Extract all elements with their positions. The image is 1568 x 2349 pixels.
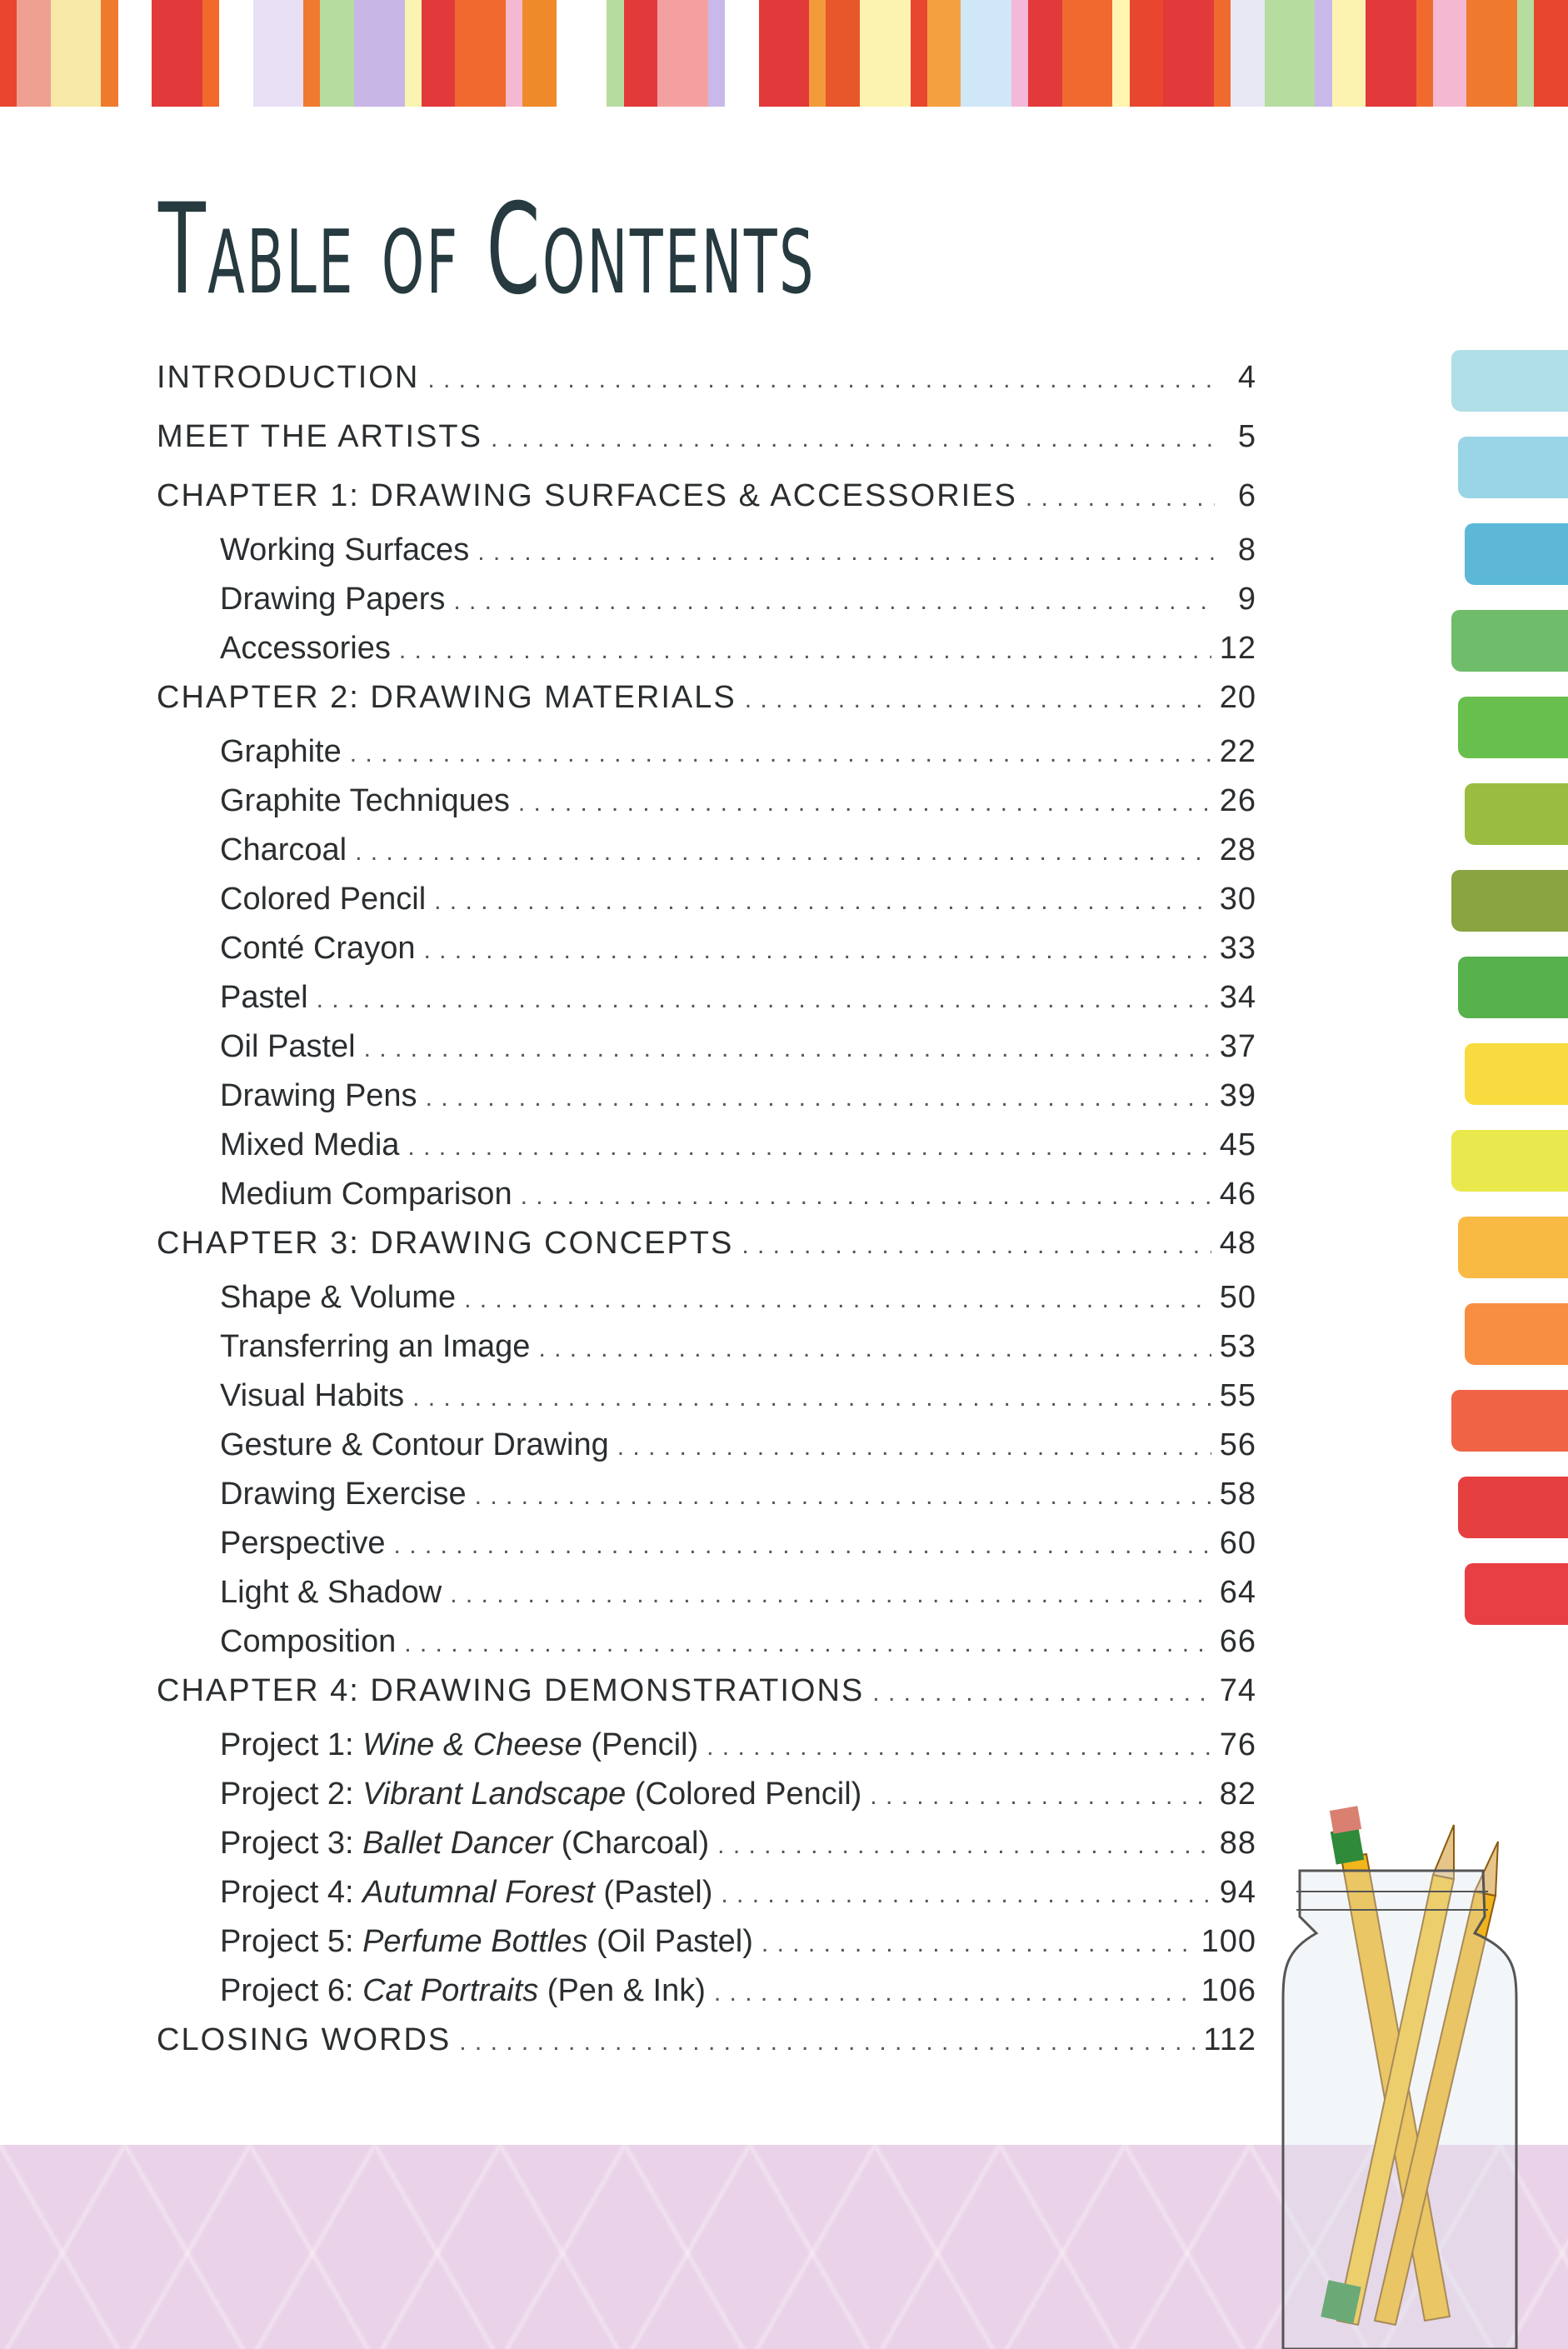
toc-section-entry [157,783,1256,832]
color-stripe [607,0,623,107]
paint-swatch [1465,1303,1568,1365]
color-stripe [1517,0,1534,107]
color-stripe [1265,0,1316,107]
toc-section-entry [157,1029,1256,1078]
entry-title: Oil Pastel [220,1029,356,1064]
paint-swatch [1451,1390,1568,1452]
dot-leader [707,1733,1211,1762]
dot-leader [1026,484,1215,512]
dot-leader [459,2028,1195,2057]
toc-chapter-entry [157,680,1256,739]
entry-title: Conté Crayon [220,931,416,966]
toc-section-entry [157,1078,1256,1127]
dot-leader [721,1881,1211,1909]
project-medium: (Oil Pastel) [587,1924,753,1959]
project-prefix: Project 1: [220,1727,363,1762]
color-stripe [1214,0,1231,107]
color-stripe [506,0,522,107]
color-stripe [303,0,320,107]
color-stripe [1315,0,1331,107]
dot-leader [538,1335,1211,1363]
color-stripe [320,0,353,107]
page-number: 37 [1219,1029,1256,1064]
page-number: 20 [1219,680,1256,715]
page-number: 26 [1219,783,1256,818]
toc-chapter-entry [157,2022,1256,2082]
color-stripe [961,0,1011,107]
color-stripe [152,0,202,107]
dot-leader [355,838,1211,867]
dot-leader [450,1581,1211,1609]
color-stripe [1231,0,1264,107]
project-prefix: Project 5: [220,1924,363,1959]
project-name: Autumnal Forest [362,1875,595,1910]
entry-title: Perspective [220,1526,386,1561]
project-prefix: Project 4: [220,1875,363,1910]
project-name: Perfume Bottles [362,1924,588,1959]
toc-chapter-entry [157,360,1256,419]
page-number: 39 [1219,1078,1256,1113]
dot-leader [426,1084,1211,1112]
color-stripe [118,0,152,107]
dot-leader [453,587,1215,616]
toc-section-entry [157,582,1256,631]
project-name: Wine & Cheese [362,1727,582,1762]
project-prefix: Project 6: [220,1973,363,2008]
color-stripe [1163,0,1214,107]
dot-leader [762,1930,1193,1958]
dot-leader [407,1133,1211,1162]
dot-leader [475,1482,1211,1511]
page-number: 8 [1237,532,1256,567]
toc-section-entry [157,1378,1256,1427]
page-number: 4 [1237,360,1256,395]
page-number: 56 [1219,1427,1256,1462]
entry-title: Gesture & Contour Drawing [220,1427,609,1462]
color-stripe [1466,0,1517,107]
project-name: Ballet Dancer [362,1826,553,1861]
color-stripe [1332,0,1366,107]
color-stripe [1433,0,1466,107]
top-colored-stripes [0,0,1568,107]
page-number: 64 [1219,1575,1256,1610]
color-stripe [557,0,607,107]
color-stripe [253,0,304,107]
page-title: Table of Contents [158,177,816,322]
color-stripe [911,0,927,107]
entry-title: Working Surfaces [220,532,470,567]
color-stripe [1112,0,1129,107]
entry-title: Mixed Media [220,1127,400,1162]
dot-leader [745,686,1211,714]
dot-leader [872,1679,1211,1707]
project-medium: (Charcoal) [552,1826,710,1861]
page-number: 60 [1219,1526,1256,1561]
color-stripe [759,0,810,107]
entry-title: Drawing Papers [220,582,446,617]
color-stripe [1062,0,1113,107]
color-stripe [1028,0,1061,107]
color-stripe [422,0,455,107]
toc-section-entry [157,1177,1256,1226]
color-stripe [657,0,708,107]
dot-leader [518,789,1211,817]
page-number: 34 [1219,980,1256,1015]
entry-title: CHAPTER 4: DRAWING DEMONSTRATIONS [157,1673,865,1708]
page-number: 94 [1219,1875,1256,1910]
page-number: 48 [1219,1226,1256,1261]
entry-title: Transferring an Image [220,1329,531,1364]
dot-leader [423,937,1211,965]
entry-title: Charcoal [220,832,347,867]
color-stripe [455,0,506,107]
toc-section-entry [157,1727,1256,1777]
entry-title: CHAPTER 2: DRAWING MATERIALS [157,680,737,715]
entry-title: MEET THE ARTISTS [157,419,482,454]
paint-swatch [1458,1217,1568,1278]
project-name: Cat Portraits [362,1973,539,2008]
page-number: 55 [1219,1378,1256,1413]
dot-leader [427,366,1215,394]
project-prefix: Project 3: [220,1826,363,1861]
project-medium: (Pencil) [582,1727,699,1762]
color-stripe [219,0,252,107]
color-stripe [101,0,117,107]
dot-leader [617,1433,1211,1462]
page-number: 100 [1201,1924,1256,1959]
toc-chapter-entry [157,1226,1256,1285]
color-stripe [405,0,422,107]
dot-leader [350,740,1211,768]
color-stripe [1011,0,1028,107]
entry-title: Graphite [220,734,342,769]
dot-leader [477,538,1215,567]
project-medium: (Pen & Ink) [538,1973,706,2008]
toc-section-entry [157,1280,1256,1329]
entry-title: Composition [220,1624,397,1659]
color-stripe [354,0,405,107]
entry-title [220,1777,861,1812]
toc-section-entry [157,931,1256,980]
dot-leader [714,1979,1193,2007]
page-number: 45 [1219,1127,1256,1162]
entry-title: Visual Habits [220,1378,405,1413]
project-medium: (Pastel) [594,1875,713,1910]
paint-swatch [1465,1563,1568,1625]
page-number: 6 [1237,478,1256,513]
toc-section-entry [157,882,1256,931]
page-number: 66 [1219,1624,1256,1659]
toc-section-entry [157,1427,1256,1477]
pencil-jar-illustration [1266,1667,1533,2349]
color-stripe [522,0,556,107]
toc-section-entry [157,980,1256,1029]
color-stripe [826,0,859,107]
paint-swatch [1458,437,1568,498]
toc-chapter-entry [157,478,1256,537]
entry-title: CHAPTER 1: DRAWING SURFACES & ACCESSORIES [157,478,1017,513]
paint-swatch [1458,697,1568,758]
dot-leader [399,637,1211,665]
project-prefix: Project 2: [220,1777,363,1812]
paint-swatch [1465,523,1568,585]
dot-leader [870,1782,1211,1811]
entry-title: Drawing Exercise [220,1477,467,1512]
color-stripe [860,0,911,107]
project-medium: (Colored Pencil) [626,1777,862,1812]
entry-title: CLOSING WORDS [157,2022,452,2057]
page-number: 112 [1203,2022,1256,2057]
toc-section-entry [157,1875,1256,1924]
project-name: Vibrant Landscape [362,1777,627,1812]
paint-swatch [1465,1043,1568,1105]
page-number: 28 [1219,832,1256,867]
color-stripe [0,0,17,107]
entry-title: Shape & Volume [220,1280,457,1315]
color-stripe [708,0,725,107]
page-number: 50 [1219,1280,1256,1315]
color-stripe [51,0,102,107]
page-number: 82 [1219,1777,1256,1812]
toc-section-entry [157,1826,1256,1875]
color-stripe [927,0,961,107]
entry-title: Medium Comparison [220,1177,512,1212]
dot-leader [491,425,1215,453]
page-number: 33 [1219,931,1256,966]
toc-section-entry [157,1973,1256,2022]
page-number: 5 [1237,419,1256,454]
entry-title: Graphite Techniques [220,783,510,818]
page-number: 9 [1237,582,1256,617]
page-number: 53 [1219,1329,1256,1364]
toc-chapter-entry [157,1673,1256,1732]
page-number: 88 [1219,1826,1256,1861]
paint-swatch [1451,350,1568,412]
paint-swatch [1465,783,1568,845]
toc-section-entry [157,1777,1256,1826]
page-number: 22 [1219,734,1256,769]
entry-title: Light & Shadow [220,1575,442,1610]
entry-title [220,1973,706,2009]
paint-swatches [1451,350,1568,1650]
paint-swatch [1458,1477,1568,1538]
toc-section-entry [157,1127,1256,1177]
toc-section-entry [157,1924,1256,1973]
color-stripe [202,0,219,107]
table-of-contents [157,360,1256,2082]
toc-section-entry [157,1575,1256,1624]
entry-title [220,1875,712,1911]
toc-section-entry [157,1329,1256,1378]
dot-leader [404,1630,1211,1658]
color-stripe [624,0,657,107]
toc-section-entry [157,1477,1256,1526]
dot-leader [364,1035,1211,1063]
color-stripe [1416,0,1433,107]
color-stripe [17,0,50,107]
entry-title: Accessories [220,631,391,666]
paint-swatch [1451,610,1568,672]
paint-swatch [1458,957,1568,1018]
paint-swatch [1451,1130,1568,1192]
page-number: 30 [1219,882,1256,917]
entry-title: Colored Pencil [220,882,427,917]
toc-section-entry [157,532,1256,582]
toc-section-entry [157,1526,1256,1575]
entry-title: Pastel [220,980,308,1015]
page-number: 74 [1219,1673,1256,1708]
toc-section-entry [157,1624,1256,1673]
color-stripe [1130,0,1163,107]
entry-title [220,1727,698,1763]
color-stripe [809,0,826,107]
dot-leader [412,1384,1211,1412]
page-number: 76 [1219,1727,1256,1762]
page-number: 106 [1201,1973,1256,2008]
page-number: 12 [1219,631,1256,666]
dot-leader [717,1832,1211,1860]
paint-swatch [1451,870,1568,932]
toc-section-entry [157,631,1256,680]
toc-chapter-entry [157,419,1256,478]
dot-leader [317,986,1211,1014]
color-stripe [1366,0,1416,107]
entry-title: CHAPTER 3: DRAWING CONCEPTS [157,1226,734,1261]
color-stripe [725,0,758,107]
entry-title [220,1924,753,1960]
dot-leader [394,1532,1211,1560]
color-stripe [1534,0,1567,107]
dot-leader [742,1232,1211,1260]
dot-leader [521,1182,1211,1211]
toc-section-entry [157,832,1256,882]
page-number: 58 [1219,1477,1256,1512]
dot-leader [464,1286,1211,1314]
page-number: 46 [1219,1177,1256,1212]
entry-title: Drawing Pens [220,1078,417,1113]
dot-leader [434,887,1211,916]
toc-section-entry [157,734,1256,783]
entry-title: INTRODUCTION [157,360,420,395]
entry-title [220,1826,709,1862]
